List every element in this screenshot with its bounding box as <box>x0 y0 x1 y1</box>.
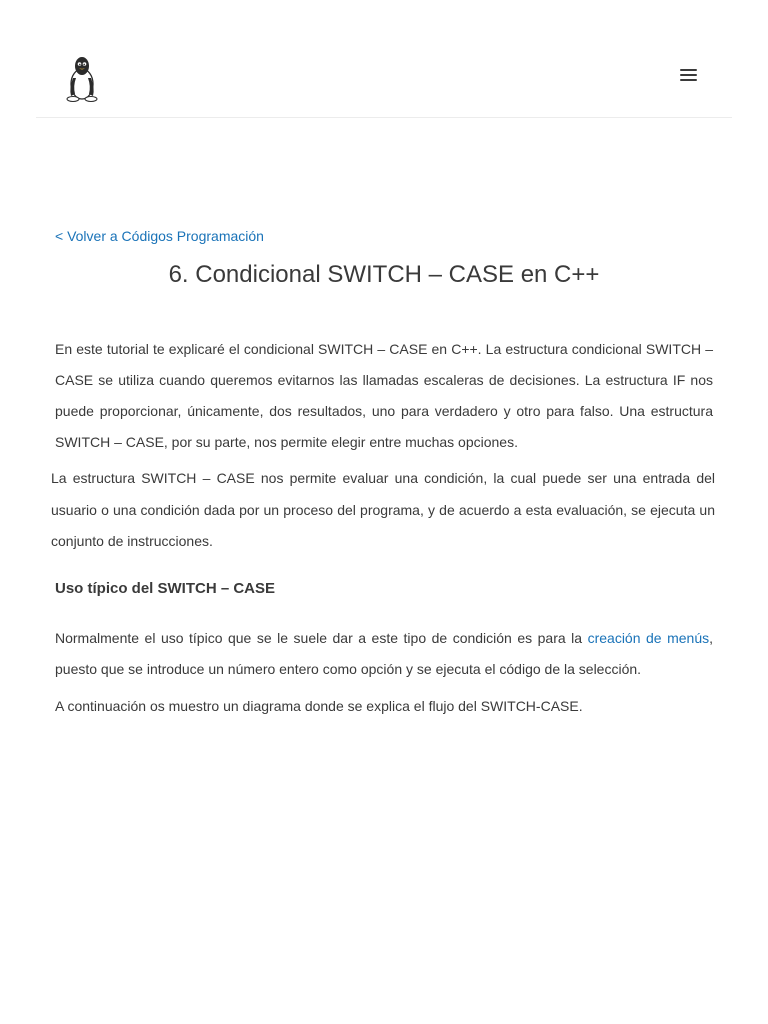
hamburger-menu-icon <box>680 69 697 71</box>
usage-paragraph <box>55 623 713 685</box>
usage-text-end: , puesto que se introduce un número entero como opción y se ejecuta el código de la selección. <box>55 629 713 677</box>
intro-paragraph: En este tutorial te explicaré el condicional SWITCH – CASE en C++. La estructura condicional SWITCH – CASE se utiliza cuando queremos evitarnos las llamadas escaleras de decisiones. La estructura IF nos puede proporcionar, únicamente, dos resultados, uno para verdadero y otro para falso. Una estructura SWITCH – CASE, por su parte, nos permite elegir entre muchas opciones. <box>55 341 713 450</box>
usage-text-start: Normalmente el uso típico que se le suele dar a este tipo de condición es para la <box>55 629 588 646</box>
diagram-intro-paragraph: A continuación os muestro un diagrama donde se explica el flujo del SWITCH-CASE. <box>55 697 583 714</box>
tux-penguin-icon <box>62 54 102 102</box>
back-link[interactable]: < Volver a Códigos Programación <box>55 228 264 244</box>
site-logo[interactable] <box>62 54 102 102</box>
section-heading: Uso típico del SWITCH – CASE <box>55 579 276 597</box>
blockquote-text: La estructura SWITCH – CASE nos permite evaluar una condición, la cual puede ser una entrada del usuario o una condición dada por un proceso del programa, y de acuerdo a esta evaluación, se ejecuta un conjunto de instrucciones. <box>51 470 715 549</box>
article-content <box>51 222 715 722</box>
blockquote <box>51 463 715 558</box>
page-title: 6. Condicional SWITCH – CASE en C++ <box>168 261 600 288</box>
hamburger-menu-button[interactable] <box>674 62 702 88</box>
menu-creation-link[interactable]: creación de menús <box>587 629 710 646</box>
site-header <box>36 0 732 118</box>
